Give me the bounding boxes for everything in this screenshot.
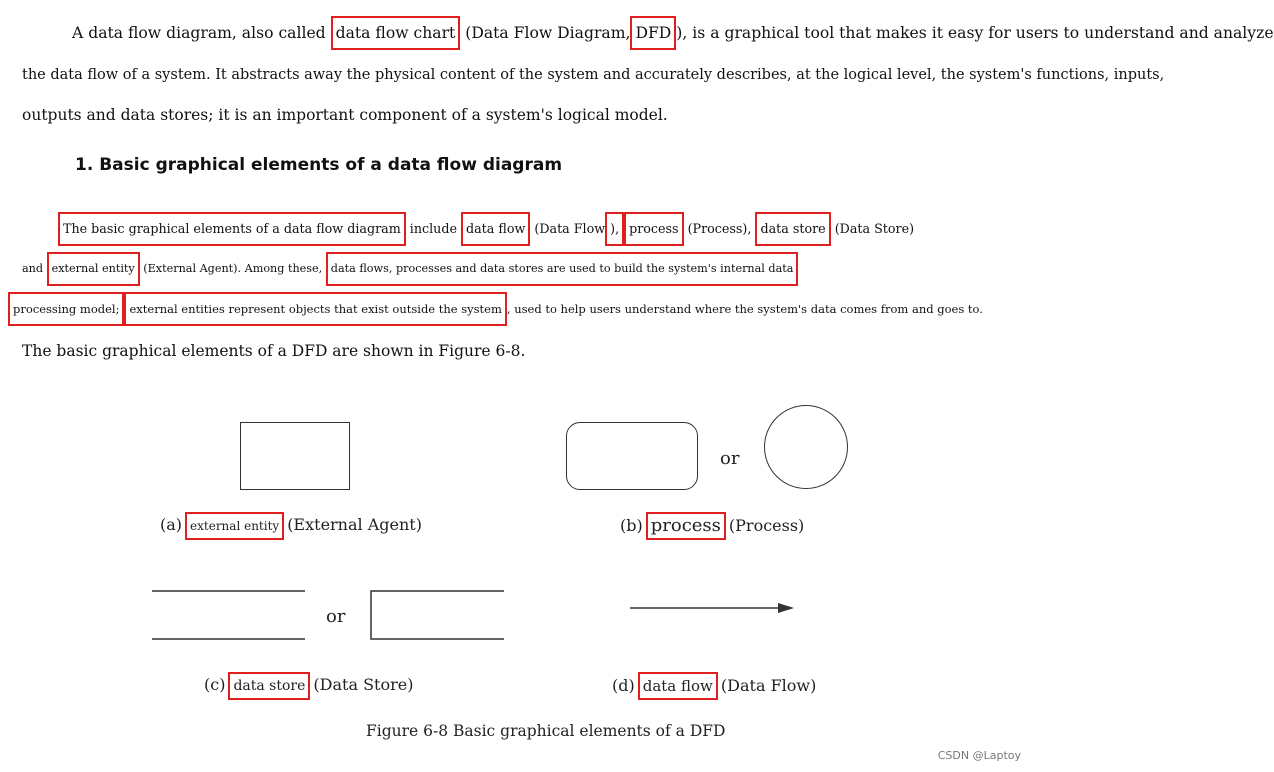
para1-line1 — [72, 18, 1274, 48]
caption-c-prefix: (c) — [204, 675, 226, 694]
caption-a-suffix: (External Agent) — [287, 515, 422, 534]
highlight-data-store: data store — [755, 212, 830, 246]
para2-text-and: and — [22, 262, 47, 275]
highlight-data-flow: data flow — [461, 212, 530, 246]
caption-c-suffix: (Data Store) — [313, 675, 414, 694]
highlight-basic-elements: The basic graphical elements of a data flow diagram — [58, 212, 406, 246]
data-store-open-rect-shape — [368, 588, 508, 644]
caption-d-prefix: (d) — [612, 676, 635, 695]
caption-d-label: data flow — [638, 672, 718, 700]
caption-b — [620, 512, 804, 540]
highlight-processing-model: processing model; — [8, 292, 124, 326]
highlight-build-model: data flows, processes and data stores are used to build the system's internal data — [326, 252, 799, 286]
caption-c — [204, 672, 413, 700]
or-label-c: or — [326, 606, 346, 627]
para1-line3: outputs and data stores; it is an important component of a system's logical model. — [22, 106, 668, 124]
highlight-process: process — [624, 212, 683, 246]
caption-d — [612, 672, 816, 700]
para2-text-i: (Data Store) — [830, 221, 915, 236]
para1-text-a: A data flow diagram, also called — [72, 24, 331, 42]
caption-a-label: external entity — [185, 512, 284, 540]
caption-a — [160, 512, 422, 540]
para1-text-e: ), is a graphical tool that makes it easy for users to understand and analyze — [676, 24, 1274, 42]
para2-text-d: (Data Flow — [530, 221, 606, 236]
highlight-paren: ), — [605, 212, 624, 246]
watermark: CSDN @Laptoy — [937, 749, 1021, 762]
highlight-data-flow-chart: data flow chart — [331, 16, 461, 50]
external-entity-shape — [240, 422, 350, 490]
highlight-dfd: DFD — [630, 16, 676, 50]
para2-text-b: include — [405, 221, 461, 236]
data-flow-arrow-shape — [628, 598, 798, 618]
process-rounded-rect-shape — [566, 422, 698, 490]
caption-b-prefix: (b) — [620, 516, 643, 535]
caption-b-label: process — [646, 512, 726, 540]
caption-b-suffix: (Process) — [728, 516, 805, 535]
or-label-b: or — [720, 448, 740, 469]
caption-c-label: data store — [228, 672, 310, 700]
para2-line4: The basic graphical elements of a DFD are shown in Figure 6-8. — [22, 342, 526, 360]
highlight-external-entity: external entity — [47, 252, 140, 286]
para2-line1 — [58, 214, 914, 244]
para2-text-c2: (External Agent). Among these, — [139, 262, 326, 275]
section-heading: 1. Basic graphical elements of a data flow diagram — [75, 155, 563, 175]
figure-caption: Figure 6-8 Basic graphical elements of a DFD — [366, 722, 726, 740]
para1-text-c: (Data Flow Diagram, — [460, 24, 631, 42]
para1-line2: the data flow of a system. It abstracts away the physical content of the system and accurately describes, at the logical level, the system's functions, inputs, — [22, 67, 1165, 83]
caption-a-prefix: (a) — [160, 515, 183, 534]
para2-line2 — [22, 254, 798, 284]
process-circle-shape — [764, 405, 848, 489]
highlight-external-entity-def: external entities represent objects that exist outside the system — [124, 292, 506, 326]
para2-text-purpose: , used to help users understand where the system's data comes from and goes to. — [506, 302, 983, 316]
data-store-parallel-lines-shape — [150, 588, 310, 644]
para2-text-g: (Process), — [683, 221, 756, 236]
caption-d-suffix: (Data Flow) — [720, 676, 817, 695]
para2-line3 — [8, 294, 983, 324]
